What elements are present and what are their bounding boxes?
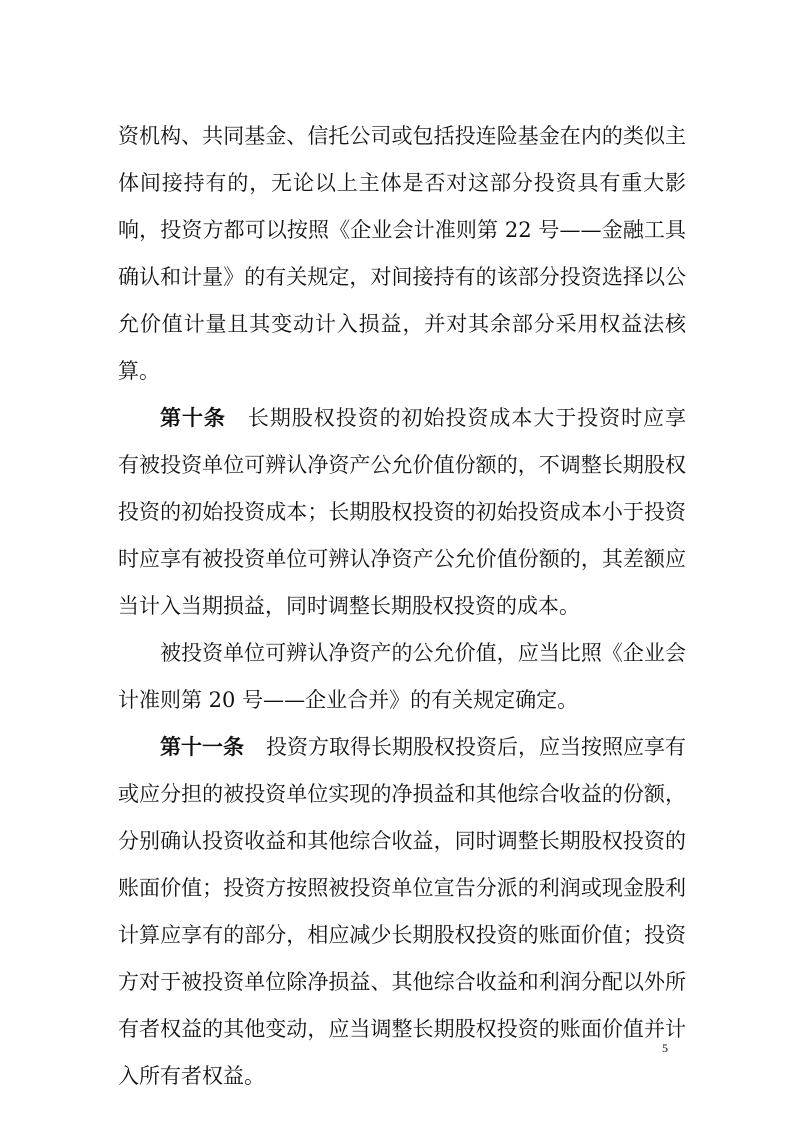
text-line: 确认和计量》的有关规定，对间接持有的该部分投资选择以公 — [118, 265, 686, 289]
text-line: 或应分担的被投资单位实现的净损益和其他综合收益的份额， — [118, 782, 686, 806]
article-heading: 第十一条 — [160, 735, 244, 759]
text-line: 允价值计量且其变动计入损益，并对其余部分采用权益法核 — [118, 312, 686, 336]
text-line: 方对于被投资单位除净损益、其他综合收益和利润分配以外所 — [118, 970, 686, 994]
article-heading: 第十条 — [160, 406, 226, 430]
text-line: 体间接持有的，无论以上主体是否对这部分投资具有重大影 — [118, 171, 686, 195]
text-line: 投资方取得长期股权投资后，应当按照应享有 — [266, 735, 686, 759]
text-line: 有者权益的其他变动，应当调整长期股权投资的账面价值并计 — [118, 1017, 686, 1041]
text-line: 计准则第 20 号——企业合并》的有关规定确定。 — [118, 688, 579, 712]
text-line: 入所有者权益。 — [118, 1064, 265, 1088]
text-line: 分别确认投资收益和其他综合收益，同时调整长期股权投资的 — [118, 829, 686, 853]
text-line: 投资的初始投资成本；长期股权投资的初始投资成本小于投资 — [118, 500, 686, 524]
text-line: 当计入当期损益，同时调整长期股权投资的成本。 — [118, 594, 580, 618]
article-11-first-line — [160, 732, 686, 762]
text-line: 时应享有被投资单位可辨认净资产公允价值份额的，其差额应 — [118, 547, 686, 571]
text-line: 算。 — [118, 359, 160, 383]
text-line: 账面价值；投资方按照被投资单位宣告分派的利润或现金股利 — [118, 876, 686, 900]
text-line: 有被投资单位可辨认净资产公允价值份额的，不调整长期股权 — [118, 453, 686, 477]
text-line: 被投资单位可辨认净资产的公允价值，应当比照《企业会 — [160, 641, 686, 665]
text-line: 计算应享有的部分，相应减少长期股权投资的账面价值；投资 — [118, 923, 686, 947]
article-10-first-line — [160, 403, 686, 433]
text-line: 响，投资方都可以按照《企业会计准则第 22 号——金融工具 — [118, 218, 686, 242]
text-line: 长期股权投资的初始投资成本大于投资时应享 — [247, 406, 687, 430]
text-line: 资机构、共同基金、信托公司或包括投连险基金在内的类似主 — [118, 124, 686, 148]
page-number: 5 — [662, 1041, 668, 1055]
